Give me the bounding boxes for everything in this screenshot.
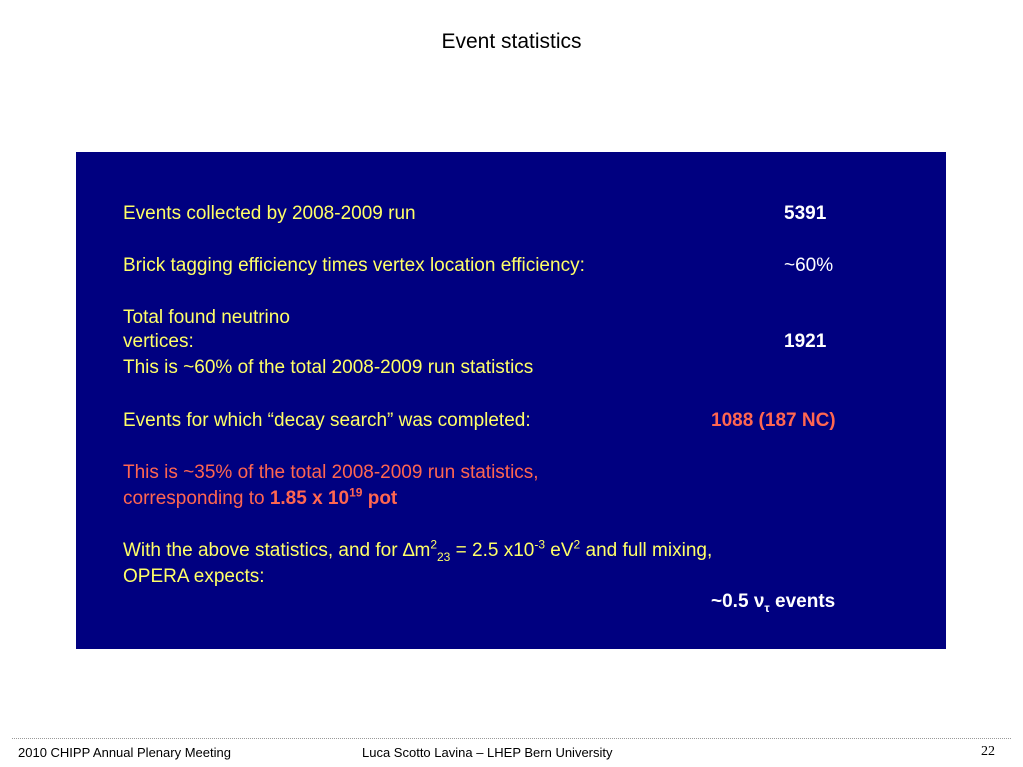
expectation-suffix: and full mixing, — [580, 540, 713, 561]
row-expectation-line1 — [123, 539, 712, 563]
row-efficiency-value: ~60% — [784, 255, 834, 276]
row-vertices-label-line2: vertices: — [123, 331, 194, 352]
page-number: 22 — [981, 744, 995, 759]
tau-subscript: τ — [764, 600, 770, 615]
footer-author: Luca Scotto Lavina – LHEP Bern University — [362, 745, 613, 760]
row-vertices-label-line1: Total found neutrino — [123, 307, 290, 328]
mass-exponent: 2 — [430, 537, 437, 552]
row-vertices-value: 1921 — [784, 331, 827, 352]
ev-unit: eV — [545, 540, 574, 561]
expectation-prefix: With the above statistics, and for — [123, 540, 403, 561]
row-efficiency-label: Brick tagging efficiency times vertex location efficiency: — [123, 255, 585, 276]
row-decay-search-value: 1088 (187 NC) — [711, 410, 836, 431]
mass-symbol: m — [414, 540, 431, 561]
delta-symbol: ∆ — [402, 540, 415, 561]
row-decay-search-label: Events for which “decay search” was completed: — [123, 410, 531, 431]
result-tilde: ~ — [711, 591, 723, 612]
footer-divider — [12, 738, 1011, 739]
nu-symbol: ν — [753, 591, 765, 612]
row-statistics-note-line1: This is ~35% of the total 2008-2009 run statistics, — [123, 462, 539, 483]
footer-meeting: 2010 CHIPP Annual Plenary Meeting — [18, 745, 231, 760]
pot-mantissa: 1.85 x 10 — [269, 488, 350, 509]
row-statistics-note-line2 — [123, 487, 397, 511]
mass-value-exponent: -3 — [534, 537, 546, 552]
mass-value: = 2.5 x10 — [450, 540, 535, 561]
pot-unit: pot — [362, 488, 398, 509]
row-expectation-result — [711, 590, 835, 614]
result-value: 0.5 — [722, 591, 754, 612]
row-vertices-note: This is ~60% of the total 2008-2009 run statistics — [123, 357, 534, 378]
ev-exponent: 2 — [573, 537, 581, 552]
pot-prefix: corresponding to — [123, 488, 270, 509]
pot-exponent: 19 — [349, 485, 363, 500]
row-expectation-line2: OPERA expects: — [123, 566, 265, 587]
result-unit: events — [769, 591, 836, 612]
statistics-panel — [76, 152, 946, 649]
row-events-collected-label: Events collected by 2008-2009 run — [123, 203, 416, 224]
row-events-collected-value: 5391 — [784, 203, 827, 224]
mass-subscript: 23 — [437, 549, 451, 564]
slide-title: Event statistics — [441, 30, 582, 53]
